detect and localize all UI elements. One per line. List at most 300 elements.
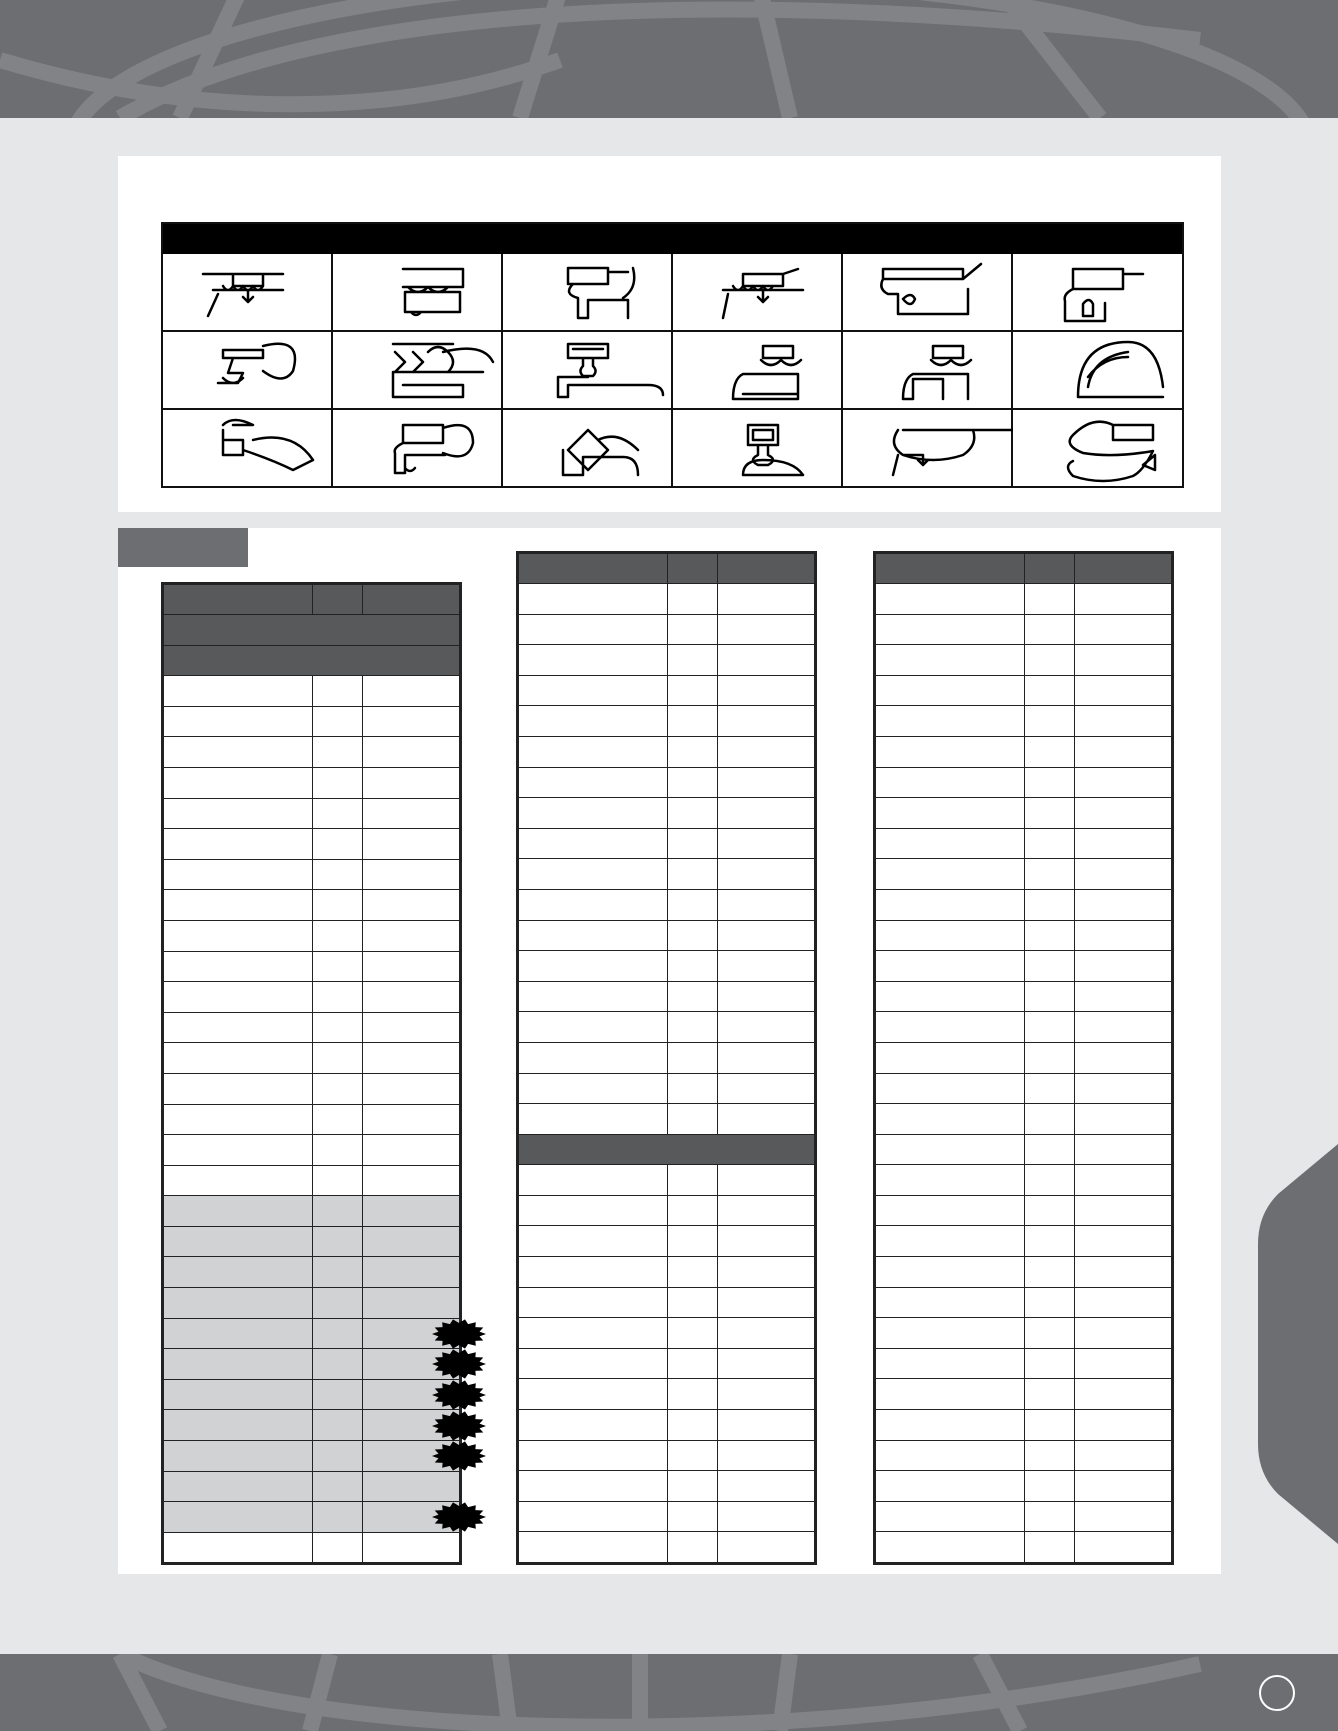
qty-cell	[313, 1349, 363, 1380]
qty-cell	[313, 1104, 363, 1135]
part-name-cell	[519, 859, 668, 890]
table-row	[519, 1042, 815, 1073]
new-starburst-icon	[432, 1441, 486, 1471]
part-name-cell	[876, 798, 1025, 829]
part-name-cell	[876, 1257, 1025, 1288]
part-number-cell	[363, 1165, 460, 1196]
qty-cell	[313, 1073, 363, 1104]
qty-cell	[668, 645, 718, 676]
column-header	[164, 585, 313, 615]
part-name-cell	[876, 1379, 1025, 1410]
table-row	[876, 1073, 1172, 1104]
table-row	[519, 1348, 815, 1379]
part-number-cell	[1075, 1257, 1172, 1288]
table-row	[519, 1287, 815, 1318]
table-row	[164, 982, 460, 1013]
part-name-cell	[519, 981, 668, 1012]
qty-cell	[313, 982, 363, 1013]
part-name-cell	[164, 1043, 313, 1074]
table-row	[876, 1012, 1172, 1043]
part-number-cell	[1075, 1348, 1172, 1379]
qty-cell	[313, 1257, 363, 1288]
part-name-cell	[519, 767, 668, 798]
part-number-cell	[718, 951, 815, 982]
part-name-cell	[876, 1104, 1025, 1135]
table-row	[876, 1134, 1172, 1165]
parts-table-3	[873, 551, 1174, 1565]
part-name-cell	[164, 1349, 313, 1380]
qty-cell	[313, 890, 363, 921]
table-row-shaded	[164, 1441, 460, 1472]
column-header	[313, 585, 363, 615]
table-row	[876, 584, 1172, 615]
part-number-cell	[363, 951, 460, 982]
qty-cell	[1025, 706, 1075, 737]
table-row	[519, 828, 815, 859]
table-row	[164, 1104, 460, 1135]
qty-cell	[313, 1318, 363, 1349]
qty-cell	[1025, 645, 1075, 676]
part-number-cell	[718, 767, 815, 798]
gasket-profile-b3-icon	[503, 332, 673, 410]
part-name-cell	[519, 645, 668, 676]
part-number-cell	[718, 584, 815, 615]
qty-cell	[313, 1012, 363, 1043]
parts-table-2	[516, 551, 817, 1565]
part-number-cell	[718, 1348, 815, 1379]
part-name-cell	[876, 1012, 1025, 1043]
qty-cell	[1025, 736, 1075, 767]
qty-cell	[668, 1379, 718, 1410]
part-name-cell	[164, 1012, 313, 1043]
part-name-cell	[164, 1073, 313, 1104]
table-row	[876, 1257, 1172, 1288]
table-row	[164, 920, 460, 951]
part-number-cell	[718, 1501, 815, 1532]
part-name-cell	[876, 1501, 1025, 1532]
part-number-cell	[1075, 889, 1172, 920]
qty-cell	[313, 676, 363, 707]
part-number-cell	[1075, 1195, 1172, 1226]
part-number-cell	[718, 1440, 815, 1471]
part-name-cell	[164, 1532, 313, 1563]
table-row	[876, 981, 1172, 1012]
part-name-cell	[876, 767, 1025, 798]
part-name-cell	[164, 829, 313, 860]
gasket-profile-a6-icon	[1013, 254, 1184, 332]
table-row	[519, 798, 815, 829]
qty-cell	[1025, 1226, 1075, 1257]
table-header-row	[876, 554, 1172, 584]
table-row	[164, 1165, 460, 1196]
part-name-cell	[876, 859, 1025, 890]
qty-cell	[313, 1471, 363, 1502]
part-name-cell	[876, 1440, 1025, 1471]
table-row	[519, 1318, 815, 1349]
part-number-cell	[718, 1379, 815, 1410]
qty-cell	[1025, 1257, 1075, 1288]
qty-cell	[668, 1471, 718, 1502]
table-row	[519, 920, 815, 951]
gasket-profile-c3-icon	[503, 410, 673, 488]
part-number-cell	[363, 798, 460, 829]
gasket-profile-c4-icon	[673, 410, 843, 488]
table-row	[876, 767, 1172, 798]
table-row-shaded	[164, 1226, 460, 1257]
part-number-cell	[1075, 1501, 1172, 1532]
qty-cell	[1025, 1165, 1075, 1196]
gasket-profile-a4-icon	[673, 254, 843, 332]
table-row	[876, 1287, 1172, 1318]
section-row	[519, 1134, 815, 1165]
part-number-cell	[1075, 1042, 1172, 1073]
part-name-cell	[164, 1318, 313, 1349]
qty-cell	[313, 1043, 363, 1074]
new-starburst-icon	[432, 1411, 486, 1441]
qty-cell	[1025, 1042, 1075, 1073]
column-header	[668, 554, 718, 584]
part-name-cell	[164, 1196, 313, 1227]
part-name-cell	[164, 1226, 313, 1257]
part-name-cell	[876, 706, 1025, 737]
table-row-shaded	[164, 1471, 460, 1502]
part-name-cell	[519, 1410, 668, 1441]
part-name-cell	[876, 645, 1025, 676]
table-row	[519, 1165, 815, 1196]
part-name-cell	[519, 920, 668, 951]
part-number-cell	[718, 1226, 815, 1257]
qty-cell	[668, 920, 718, 951]
globe-lines-icon	[0, 0, 1338, 118]
gasket-profile-a1-icon	[163, 254, 333, 332]
part-name-cell	[519, 1042, 668, 1073]
table-row	[519, 645, 815, 676]
part-number-cell	[1075, 1287, 1172, 1318]
part-name-cell	[876, 1073, 1025, 1104]
part-name-cell	[519, 828, 668, 859]
gasket-profile-b4-icon	[673, 332, 843, 410]
part-name-cell	[164, 1165, 313, 1196]
part-name-cell	[519, 584, 668, 615]
qty-cell	[668, 859, 718, 890]
part-name-cell	[164, 1104, 313, 1135]
part-number-cell	[363, 1073, 460, 1104]
table-row	[164, 737, 460, 768]
qty-cell	[1025, 767, 1075, 798]
table-row	[164, 767, 460, 798]
part-number-cell	[718, 1195, 815, 1226]
part-name-cell	[519, 1471, 668, 1502]
part-name-cell	[519, 706, 668, 737]
table-row-shaded	[164, 1410, 460, 1441]
table-row	[164, 1073, 460, 1104]
table-row	[876, 1042, 1172, 1073]
qty-cell	[313, 1502, 363, 1533]
part-number-cell	[363, 737, 460, 768]
part-name-cell	[519, 736, 668, 767]
table-row	[519, 1012, 815, 1043]
part-name-cell	[164, 1502, 313, 1533]
part-name-cell	[519, 1257, 668, 1288]
part-name-cell	[876, 920, 1025, 951]
part-name-cell	[164, 737, 313, 768]
part-number-cell	[363, 829, 460, 860]
part-number-cell	[1075, 981, 1172, 1012]
part-number-cell	[718, 1471, 815, 1502]
qty-cell	[1025, 675, 1075, 706]
part-number-cell	[363, 676, 460, 707]
part-name-cell	[519, 1195, 668, 1226]
table-row	[519, 767, 815, 798]
qty-cell	[313, 1379, 363, 1410]
qty-cell	[1025, 614, 1075, 645]
qty-cell	[1025, 889, 1075, 920]
part-name-cell	[876, 1410, 1025, 1441]
qty-cell	[313, 1410, 363, 1441]
qty-cell	[668, 1195, 718, 1226]
part-number-cell	[1075, 645, 1172, 676]
gasket-profile-a2-icon	[333, 254, 503, 332]
part-number-cell	[718, 1257, 815, 1288]
qty-cell	[313, 1135, 363, 1166]
part-number-cell	[1075, 736, 1172, 767]
table-row	[519, 614, 815, 645]
qty-cell	[313, 737, 363, 768]
table-row	[876, 1226, 1172, 1257]
table-row	[876, 1195, 1172, 1226]
qty-cell	[1025, 951, 1075, 982]
table-row	[519, 706, 815, 737]
part-number-cell	[363, 1196, 460, 1227]
gasket-profile-c5-icon	[843, 410, 1013, 488]
part-name-cell	[519, 1073, 668, 1104]
qty-cell	[1025, 1471, 1075, 1502]
table-row-shaded	[164, 1379, 460, 1410]
table-row	[519, 981, 815, 1012]
qty-cell	[313, 920, 363, 951]
part-number-cell	[363, 920, 460, 951]
gasket-profile-b6-icon	[1013, 332, 1184, 410]
part-number-cell	[1075, 584, 1172, 615]
part-number-cell	[718, 981, 815, 1012]
part-name-cell	[876, 1348, 1025, 1379]
qty-cell	[668, 951, 718, 982]
gasket-profile-a5-icon	[843, 254, 1013, 332]
qty-cell	[313, 1165, 363, 1196]
part-number-cell	[718, 1318, 815, 1349]
part-number-cell	[718, 828, 815, 859]
part-name-cell	[519, 951, 668, 982]
table-row	[876, 1348, 1172, 1379]
part-name-cell	[519, 1012, 668, 1043]
part-number-cell	[718, 645, 815, 676]
table-row	[519, 1195, 815, 1226]
qty-cell	[1025, 1104, 1075, 1135]
part-name-cell	[164, 798, 313, 829]
new-starburst-icon	[432, 1380, 486, 1410]
qty-cell	[1025, 1012, 1075, 1043]
qty-cell	[1025, 828, 1075, 859]
part-number-cell	[1075, 675, 1172, 706]
part-name-cell	[164, 1410, 313, 1441]
table-row	[519, 1440, 815, 1471]
qty-cell	[668, 1165, 718, 1196]
table-row	[164, 1012, 460, 1043]
part-number-cell	[1075, 859, 1172, 890]
part-name-cell	[164, 859, 313, 890]
part-name-cell	[519, 1318, 668, 1349]
new-starburst-icon	[432, 1349, 486, 1379]
table-row-shaded	[164, 1196, 460, 1227]
part-name-cell	[876, 1226, 1025, 1257]
qty-cell	[1025, 798, 1075, 829]
qty-cell	[1025, 1410, 1075, 1441]
qty-cell	[668, 889, 718, 920]
part-name-cell	[876, 1287, 1025, 1318]
part-number-cell	[1075, 614, 1172, 645]
gasket-profile-a3-icon	[503, 254, 673, 332]
section-row-label	[164, 645, 460, 676]
table-row-shaded	[164, 1288, 460, 1319]
table-row	[519, 1532, 815, 1563]
column-header	[363, 585, 460, 615]
part-number-cell	[363, 1043, 460, 1074]
column-header	[876, 554, 1025, 584]
part-name-cell	[164, 890, 313, 921]
part-number-cell	[363, 1012, 460, 1043]
part-name-cell	[519, 1440, 668, 1471]
part-number-cell	[1075, 1440, 1172, 1471]
qty-cell	[668, 1226, 718, 1257]
part-name-cell	[876, 1195, 1025, 1226]
column-header	[519, 554, 668, 584]
part-number-cell	[1075, 1012, 1172, 1043]
qty-cell	[313, 1532, 363, 1563]
globe-lines-bottom-icon	[0, 1654, 1338, 1731]
column-header	[1025, 554, 1075, 584]
table-row	[164, 706, 460, 737]
qty-cell	[668, 1348, 718, 1379]
section-row-label	[519, 1134, 815, 1165]
table-row	[519, 1410, 815, 1441]
qty-cell	[313, 767, 363, 798]
table-row	[519, 1073, 815, 1104]
qty-cell	[668, 981, 718, 1012]
part-name-cell	[164, 1379, 313, 1410]
qty-cell	[668, 1410, 718, 1441]
qty-cell	[668, 1257, 718, 1288]
part-name-cell	[164, 1288, 313, 1319]
page-number	[1259, 1675, 1295, 1711]
part-number-cell	[718, 1104, 815, 1135]
part-name-cell	[519, 614, 668, 645]
part-name-cell	[164, 767, 313, 798]
part-number-cell	[1075, 1318, 1172, 1349]
table-row	[164, 829, 460, 860]
qty-cell	[668, 675, 718, 706]
table-row	[876, 1532, 1172, 1563]
part-name-cell	[519, 1226, 668, 1257]
qty-cell	[668, 767, 718, 798]
part-name-cell	[164, 1135, 313, 1166]
part-number-cell	[363, 890, 460, 921]
table-row	[519, 1471, 815, 1502]
table-row	[519, 675, 815, 706]
part-name-cell	[519, 798, 668, 829]
part-number-cell	[718, 1410, 815, 1441]
table-row-shaded	[164, 1318, 460, 1349]
part-name-cell	[876, 1165, 1025, 1196]
part-name-cell	[519, 675, 668, 706]
part-name-cell	[164, 1471, 313, 1502]
side-section-tab	[1258, 1144, 1338, 1544]
table-row	[519, 1226, 815, 1257]
qty-cell	[1025, 1532, 1075, 1563]
part-number-cell	[718, 859, 815, 890]
gasket-profile-c1-icon	[163, 410, 333, 488]
part-number-cell	[1075, 1104, 1172, 1135]
part-number-cell	[718, 1042, 815, 1073]
table-row	[164, 1043, 460, 1074]
qty-cell	[1025, 920, 1075, 951]
part-name-cell	[876, 584, 1025, 615]
qty-cell	[1025, 1134, 1075, 1165]
part-number-cell	[363, 1226, 460, 1257]
qty-cell	[313, 706, 363, 737]
part-name-cell	[876, 951, 1025, 982]
table-row	[519, 1379, 815, 1410]
table-row	[164, 1135, 460, 1166]
part-number-cell	[1075, 1073, 1172, 1104]
part-name-cell	[876, 828, 1025, 859]
qty-cell	[1025, 1379, 1075, 1410]
part-number-cell	[363, 1104, 460, 1135]
table-row	[876, 706, 1172, 737]
qty-cell	[668, 1012, 718, 1043]
part-number-cell	[718, 1165, 815, 1196]
part-name-cell	[519, 1532, 668, 1563]
table-row	[519, 736, 815, 767]
table-row	[164, 859, 460, 890]
table-row	[876, 1379, 1172, 1410]
qty-cell	[1025, 1287, 1075, 1318]
qty-cell	[668, 1501, 718, 1532]
qty-cell	[1025, 584, 1075, 615]
part-number-cell	[1075, 798, 1172, 829]
part-number-cell	[363, 1471, 460, 1502]
qty-cell	[1025, 1073, 1075, 1104]
part-number-cell	[1075, 828, 1172, 859]
part-name-cell	[164, 1441, 313, 1472]
table-row	[876, 1318, 1172, 1349]
table-row	[519, 1257, 815, 1288]
part-name-cell	[519, 1165, 668, 1196]
table-row	[876, 1501, 1172, 1532]
profile-grid-header	[163, 224, 1182, 254]
qty-cell	[668, 1532, 718, 1563]
part-name-cell	[164, 951, 313, 982]
table-row	[519, 859, 815, 890]
qty-cell	[313, 1288, 363, 1319]
table-row	[164, 676, 460, 707]
section-row	[164, 645, 460, 676]
part-number-cell	[1075, 920, 1172, 951]
qty-cell	[668, 1287, 718, 1318]
part-number-cell	[718, 614, 815, 645]
table-row	[519, 889, 815, 920]
part-name-cell	[876, 889, 1025, 920]
table-row	[876, 675, 1172, 706]
